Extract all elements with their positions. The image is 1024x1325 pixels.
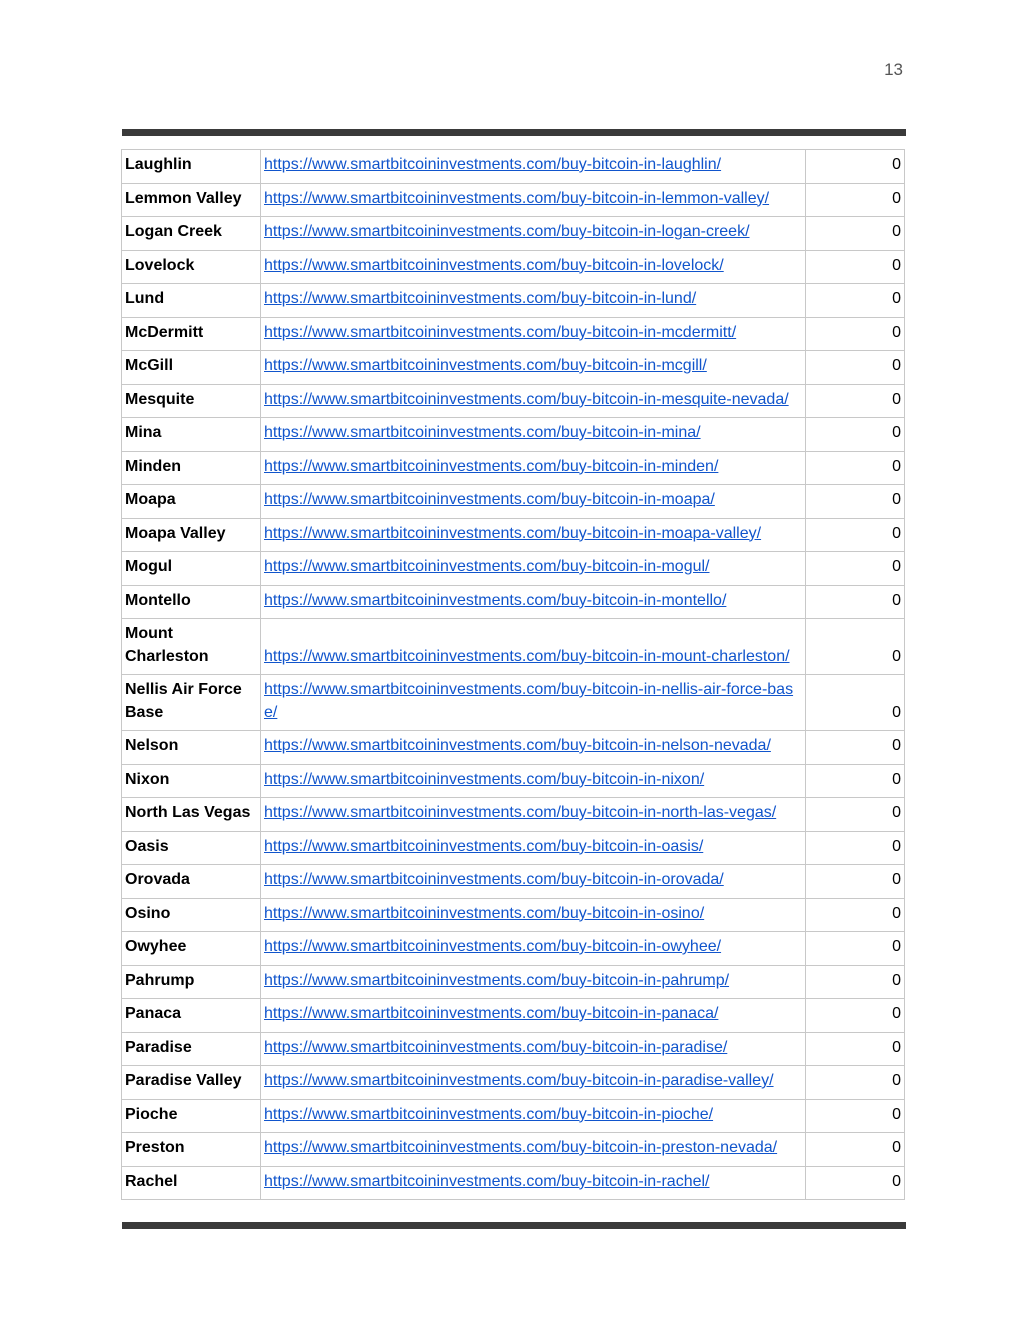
count-value: 0 bbox=[806, 284, 905, 318]
url-cell bbox=[261, 675, 806, 731]
location-link[interactable]: https://www.smartbitcoininvestments.com/buy-bitcoin-in-mcgill/ bbox=[264, 357, 707, 374]
location-name: Montello bbox=[122, 585, 261, 619]
url-cell bbox=[261, 284, 806, 318]
location-link[interactable]: https://www.smartbitcoininvestments.com/buy-bitcoin-in-moapa-valley/ bbox=[264, 524, 762, 542]
table-row bbox=[122, 1133, 905, 1167]
url-cell bbox=[261, 150, 806, 184]
count-value: 0 bbox=[806, 1166, 905, 1200]
table-row bbox=[122, 675, 905, 731]
table-row bbox=[122, 250, 905, 284]
table-row bbox=[122, 351, 905, 385]
location-name: Mina bbox=[122, 418, 261, 452]
location-name: Oasis bbox=[122, 831, 261, 865]
location-name: Pioche bbox=[122, 1099, 261, 1133]
count-value: 0 bbox=[806, 217, 905, 251]
count-value: 0 bbox=[806, 250, 905, 284]
table-row bbox=[122, 865, 905, 899]
location-name: Orovada bbox=[122, 865, 261, 899]
url-cell bbox=[261, 619, 806, 675]
location-link[interactable]: https://www.smartbitcoininvestments.com/buy-bitcoin-in-lemmon-valley/ bbox=[264, 189, 770, 207]
location-link[interactable]: https://www.smartbitcoininvestments.com/buy-bitcoin-in-mogul/ bbox=[264, 558, 710, 575]
location-link[interactable]: https://www.smartbitcoininvestments.com/buy-bitcoin-in-minden/ bbox=[264, 457, 719, 475]
location-name: Nellis Air Force Base bbox=[122, 675, 261, 731]
location-link[interactable]: https://www.smartbitcoininvestments.com/buy-bitcoin-in-orovada/ bbox=[264, 871, 724, 888]
url-cell bbox=[261, 1099, 806, 1133]
locations-table bbox=[121, 149, 905, 1200]
url-cell bbox=[261, 485, 806, 519]
location-name: Rachel bbox=[122, 1166, 261, 1200]
count-value: 0 bbox=[806, 1099, 905, 1133]
url-cell bbox=[261, 764, 806, 798]
location-name: Lund bbox=[122, 284, 261, 318]
location-name: Mount Charleston bbox=[122, 619, 261, 675]
table-row bbox=[122, 1099, 905, 1133]
table-body bbox=[122, 150, 905, 1200]
location-name: Preston bbox=[122, 1133, 261, 1167]
table-row bbox=[122, 898, 905, 932]
url-cell bbox=[261, 451, 806, 485]
url-cell bbox=[261, 1133, 806, 1167]
table-row bbox=[122, 831, 905, 865]
count-value: 0 bbox=[806, 351, 905, 385]
location-name: Osino bbox=[122, 898, 261, 932]
location-name: Paradise Valley bbox=[122, 1066, 261, 1100]
count-value: 0 bbox=[806, 932, 905, 966]
location-link[interactable]: https://www.smartbitcoininvestments.com/buy-bitcoin-in-paradise/ bbox=[264, 1038, 728, 1056]
count-value: 0 bbox=[806, 150, 905, 184]
count-value: 0 bbox=[806, 675, 905, 731]
url-cell bbox=[261, 418, 806, 452]
location-name: McGill bbox=[122, 351, 261, 385]
url-cell bbox=[261, 865, 806, 899]
location-link[interactable]: https://www.smartbitcoininvestments.com/buy-bitcoin-in-preston-nevada/ bbox=[264, 1139, 778, 1156]
location-name: Nixon bbox=[122, 764, 261, 798]
table-row bbox=[122, 217, 905, 251]
count-value: 0 bbox=[806, 798, 905, 832]
location-link[interactable]: https://www.smartbitcoininvestments.com/buy-bitcoin-in-mcdermitt/ bbox=[264, 323, 737, 341]
table-row bbox=[122, 451, 905, 485]
url-cell bbox=[261, 351, 806, 385]
url-cell bbox=[261, 999, 806, 1033]
table-row bbox=[122, 798, 905, 832]
location-name: Moapa Valley bbox=[122, 518, 261, 552]
table-row bbox=[122, 619, 905, 675]
table-row bbox=[122, 1032, 905, 1066]
table-row bbox=[122, 764, 905, 798]
count-value: 0 bbox=[806, 317, 905, 351]
table-row bbox=[122, 731, 905, 765]
count-value: 0 bbox=[806, 965, 905, 999]
location-link[interactable]: https://www.smartbitcoininvestments.com/buy-bitcoin-in-nelson-nevada/ bbox=[264, 737, 771, 754]
count-value: 0 bbox=[806, 485, 905, 519]
location-name: Moapa bbox=[122, 485, 261, 519]
url-cell bbox=[261, 1032, 806, 1066]
location-link[interactable]: https://www.smartbitcoininvestments.com/buy-bitcoin-in-nellis-air-force-base/ bbox=[264, 681, 794, 721]
count-value: 0 bbox=[806, 731, 905, 765]
url-cell bbox=[261, 831, 806, 865]
location-name: Minden bbox=[122, 451, 261, 485]
url-cell bbox=[261, 250, 806, 284]
count-value: 0 bbox=[806, 1032, 905, 1066]
table-row bbox=[122, 965, 905, 999]
url-cell bbox=[261, 518, 806, 552]
url-cell bbox=[261, 183, 806, 217]
count-value: 0 bbox=[806, 898, 905, 932]
location-name: Mogul bbox=[122, 552, 261, 586]
table-row bbox=[122, 183, 905, 217]
count-value: 0 bbox=[806, 619, 905, 675]
count-value: 0 bbox=[806, 552, 905, 586]
count-value: 0 bbox=[806, 451, 905, 485]
location-link[interactable]: https://www.smartbitcoininvestments.com/buy-bitcoin-in-lund/ bbox=[264, 290, 697, 307]
location-link[interactable]: https://www.smartbitcoininvestments.com/buy-bitcoin-in-owyhee/ bbox=[264, 938, 722, 955]
location-name: Mesquite bbox=[122, 384, 261, 418]
location-link[interactable]: https://www.smartbitcoininvestments.com/buy-bitcoin-in-logan-creek/ bbox=[264, 223, 750, 240]
url-cell bbox=[261, 552, 806, 586]
url-cell bbox=[261, 585, 806, 619]
location-link[interactable]: https://www.smartbitcoininvestments.com/buy-bitcoin-in-oasis/ bbox=[264, 837, 704, 855]
url-cell bbox=[261, 217, 806, 251]
location-name: Panaca bbox=[122, 999, 261, 1033]
table-row bbox=[122, 485, 905, 519]
url-cell bbox=[261, 932, 806, 966]
table-row bbox=[122, 1166, 905, 1200]
location-link[interactable]: https://www.smartbitcoininvestments.com/buy-bitcoin-in-laughlin/ bbox=[264, 156, 722, 173]
table-row bbox=[122, 317, 905, 351]
location-name: North Las Vegas bbox=[122, 798, 261, 832]
count-value: 0 bbox=[806, 764, 905, 798]
count-value: 0 bbox=[806, 1133, 905, 1167]
top-divider bbox=[122, 129, 906, 136]
location-link[interactable]: https://www.smartbitcoininvestments.com/buy-bitcoin-in-nixon/ bbox=[264, 770, 705, 788]
location-link[interactable]: https://www.smartbitcoininvestments.com/buy-bitcoin-in-osino/ bbox=[264, 904, 705, 922]
url-cell bbox=[261, 731, 806, 765]
location-link[interactable]: https://www.smartbitcoininvestments.com/buy-bitcoin-in-mina/ bbox=[264, 424, 701, 441]
table-row bbox=[122, 552, 905, 586]
count-value: 0 bbox=[806, 585, 905, 619]
location-name: Lovelock bbox=[122, 250, 261, 284]
location-link[interactable]: https://www.smartbitcoininvestments.com/buy-bitcoin-in-pioche/ bbox=[264, 1105, 714, 1123]
table-row bbox=[122, 999, 905, 1033]
location-link[interactable]: https://www.smartbitcoininvestments.com/buy-bitcoin-in-montello/ bbox=[264, 591, 727, 609]
page-number: 13 bbox=[884, 60, 903, 79]
count-value: 0 bbox=[806, 384, 905, 418]
table-row bbox=[122, 150, 905, 184]
table-row bbox=[122, 384, 905, 418]
count-value: 0 bbox=[806, 518, 905, 552]
bottom-divider bbox=[122, 1222, 906, 1229]
location-name: Logan Creek bbox=[122, 217, 261, 251]
location-name: Laughlin bbox=[122, 150, 261, 184]
url-cell bbox=[261, 898, 806, 932]
url-cell bbox=[261, 317, 806, 351]
count-value: 0 bbox=[806, 1066, 905, 1100]
url-cell bbox=[261, 798, 806, 832]
location-name: Pahrump bbox=[122, 965, 261, 999]
count-value: 0 bbox=[806, 999, 905, 1033]
location-link[interactable]: https://www.smartbitcoininvestments.com/buy-bitcoin-in-rachel/ bbox=[264, 1172, 710, 1190]
location-link[interactable]: https://www.smartbitcoininvestments.com/buy-bitcoin-in-panaca/ bbox=[264, 1005, 719, 1022]
count-value: 0 bbox=[806, 865, 905, 899]
count-value: 0 bbox=[806, 418, 905, 452]
location-name: Nelson bbox=[122, 731, 261, 765]
count-value: 0 bbox=[806, 183, 905, 217]
table-row bbox=[122, 284, 905, 318]
url-cell bbox=[261, 384, 806, 418]
url-cell bbox=[261, 965, 806, 999]
url-cell bbox=[261, 1066, 806, 1100]
location-link[interactable]: https://www.smartbitcoininvestments.com/buy-bitcoin-in-moapa/ bbox=[264, 491, 715, 508]
location-name: Paradise bbox=[122, 1032, 261, 1066]
location-name: Lemmon Valley bbox=[122, 183, 261, 217]
table-row bbox=[122, 585, 905, 619]
location-name: Owyhee bbox=[122, 932, 261, 966]
location-link[interactable]: https://www.smartbitcoininvestments.com/buy-bitcoin-in-pahrump/ bbox=[264, 971, 730, 989]
location-link[interactable]: https://www.smartbitcoininvestments.com/buy-bitcoin-in-north-las-vegas/ bbox=[264, 804, 777, 821]
location-link[interactable]: https://www.smartbitcoininvestments.com/buy-bitcoin-in-paradise-valley/ bbox=[264, 1072, 774, 1089]
location-name: McDermitt bbox=[122, 317, 261, 351]
location-link[interactable]: https://www.smartbitcoininvestments.com/buy-bitcoin-in-lovelock/ bbox=[264, 256, 724, 274]
table-row bbox=[122, 518, 905, 552]
table-row bbox=[122, 1066, 905, 1100]
location-link[interactable]: https://www.smartbitcoininvestments.com/buy-bitcoin-in-mount-charleston/ bbox=[264, 647, 790, 665]
url-cell bbox=[261, 1166, 806, 1200]
location-link[interactable]: https://www.smartbitcoininvestments.com/buy-bitcoin-in-mesquite-nevada/ bbox=[264, 390, 789, 408]
table-row bbox=[122, 932, 905, 966]
table-row bbox=[122, 418, 905, 452]
count-value: 0 bbox=[806, 831, 905, 865]
